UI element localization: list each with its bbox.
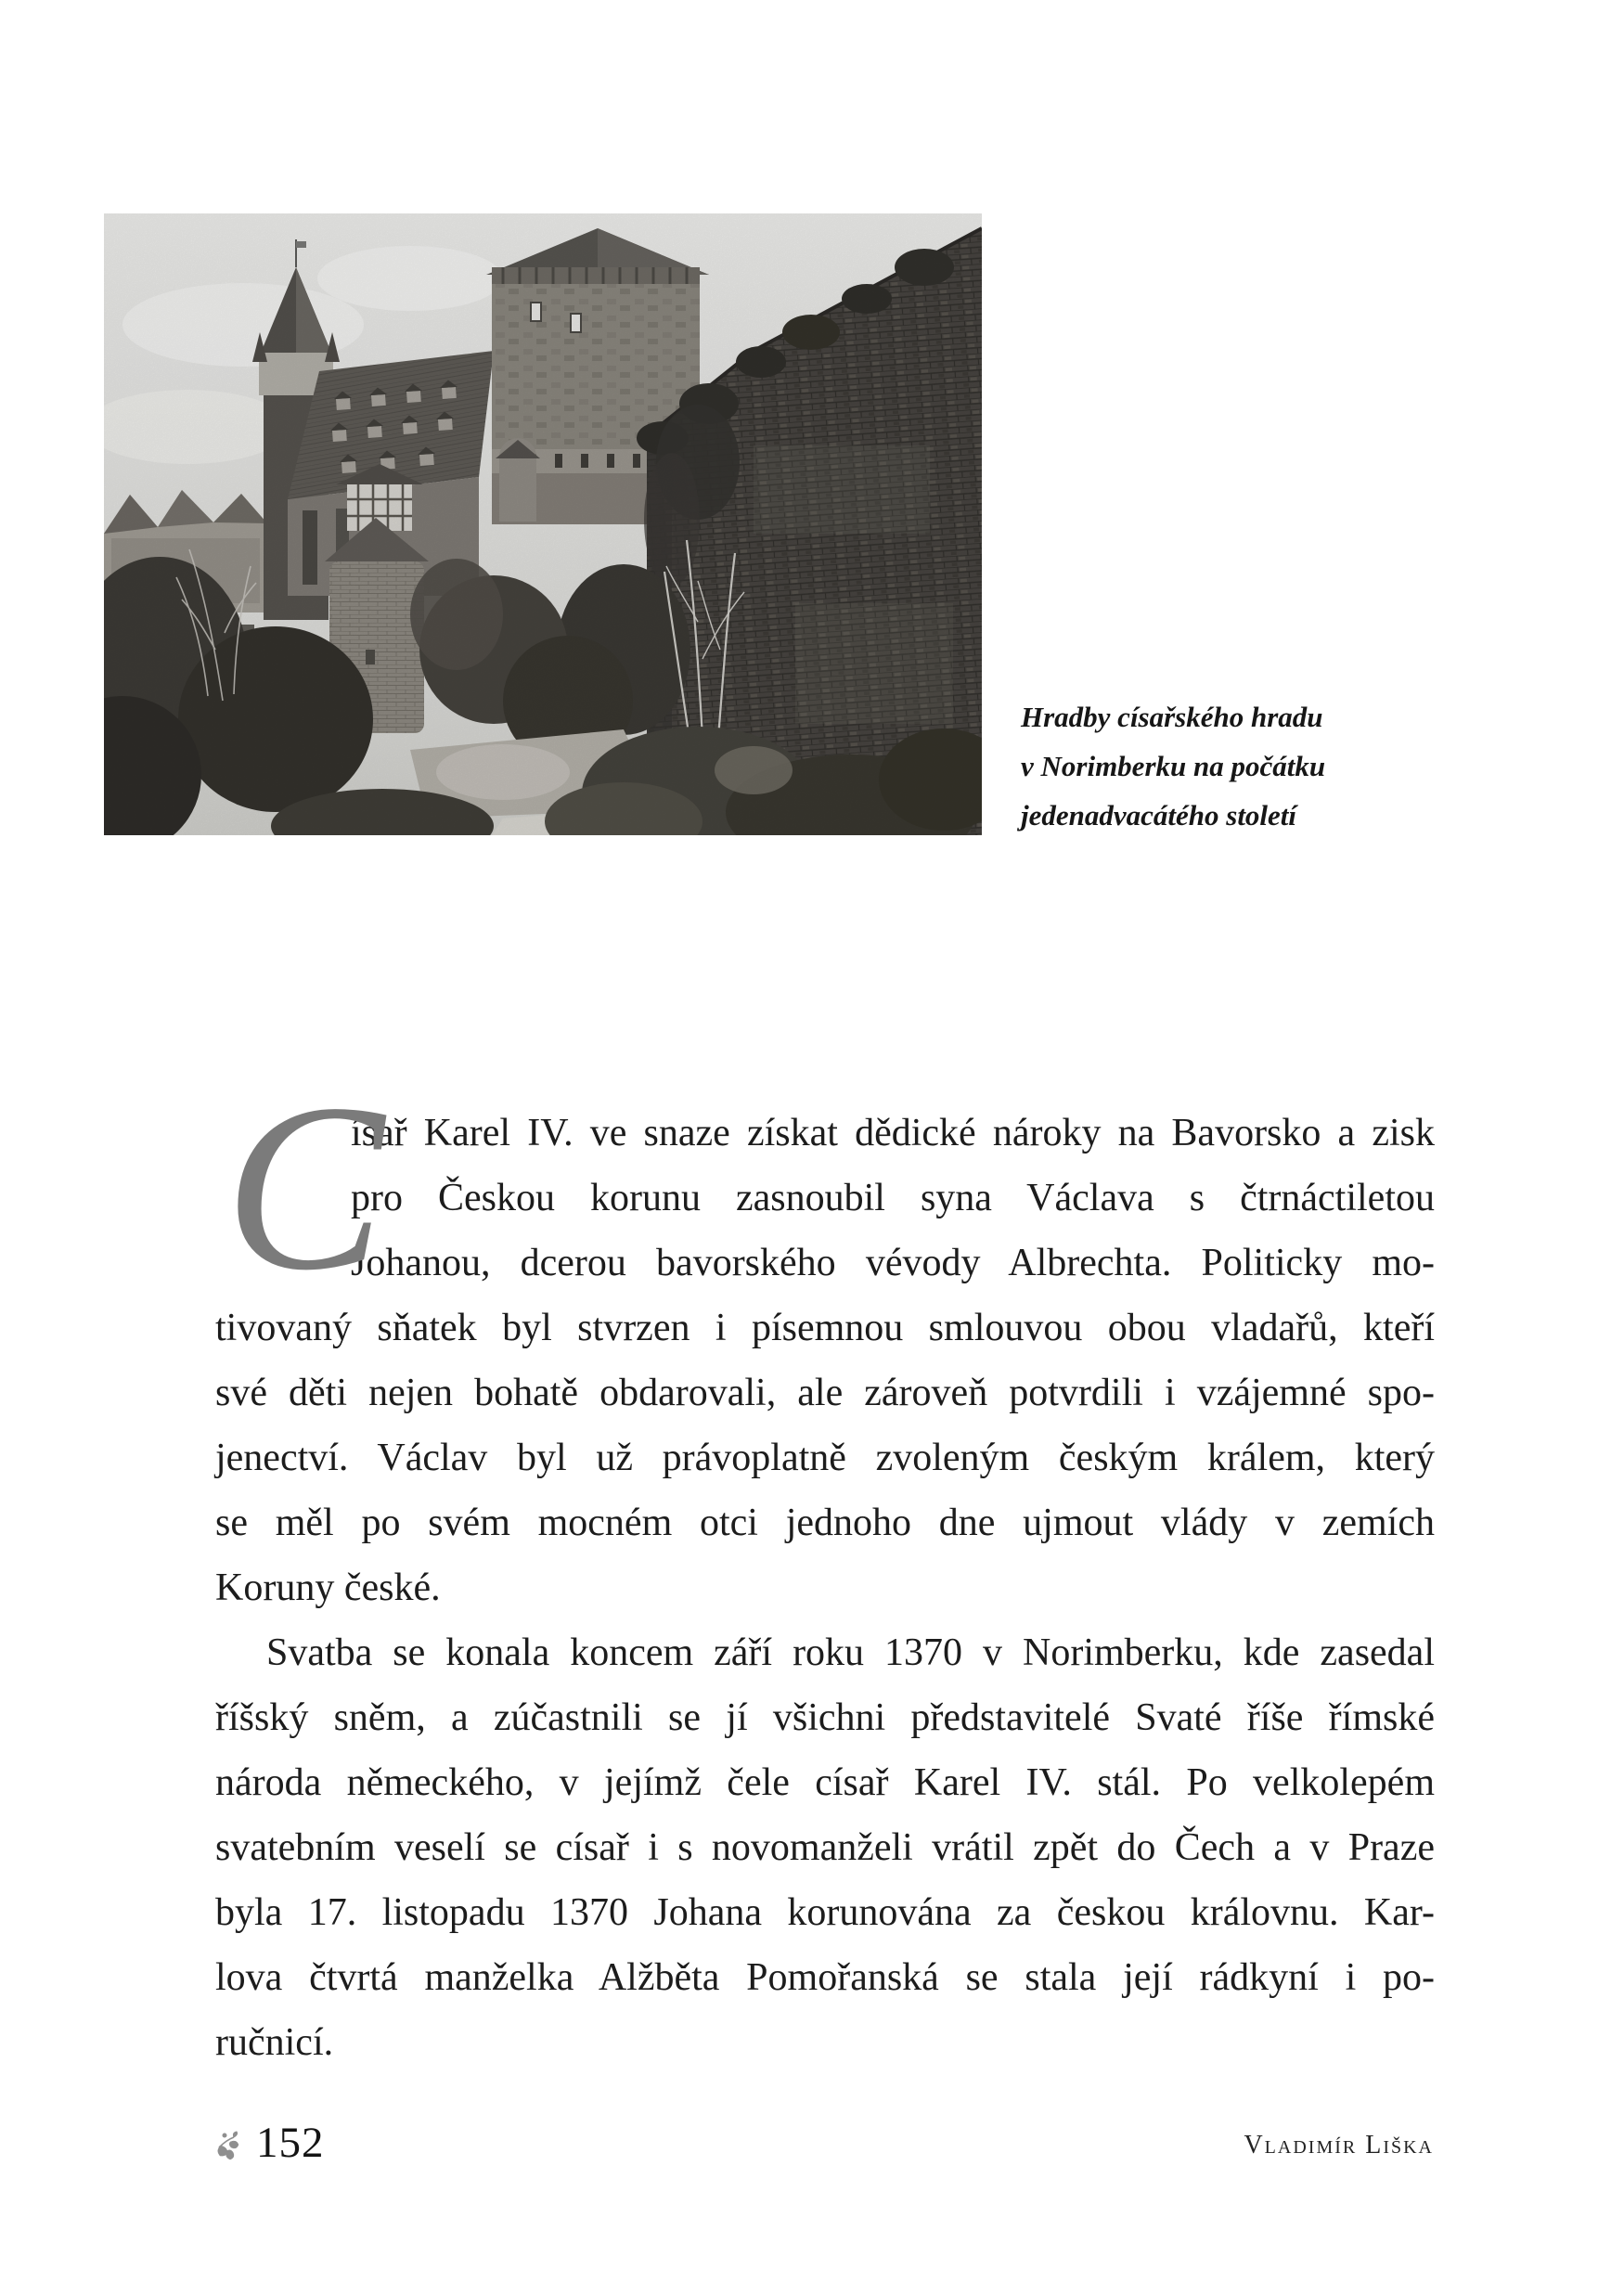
body-line: tivovaný sňatek byl stvrzen i písemnou smlouvou obou vladařů, kteří	[215, 1307, 1435, 1349]
body-line: národa německého, v jejímž čele císař Karel IV. stál. Po velkolepém	[215, 1761, 1435, 1804]
body-line: jenectví. Václav byl už právoplatně zvoleným českým králem, který	[215, 1437, 1435, 1479]
photo-caption-line: v Norimberku na počátku	[1021, 750, 1326, 782]
body-text	[215, 1054, 1435, 2075]
castle-photo-illustration	[104, 213, 982, 835]
body-line: Svatba se konala koncem září roku 1370 v Norimberku, kde zasedal	[266, 1631, 1435, 1674]
photo-caption-line: Hradby císařského hradu	[1021, 701, 1323, 733]
body-line: ručnicí.	[215, 2021, 334, 2064]
body-line: lova čtvrtá manželka Alžběta Pomořanská se stala její rádkyní i po-	[215, 1956, 1435, 1999]
body-line: ísař Karel IV. ve snaze získat dědické nároky na Bavorsko a zisk	[351, 1112, 1435, 1154]
photo-caption	[1021, 692, 1448, 840]
body-line: pro Českou korunu zasnoubil syna Václava s čtrnáctiletou	[351, 1177, 1435, 1219]
footer-ornament-icon	[215, 2131, 240, 2160]
body-line: své děti nejen bohatě obdarovali, ale zároveň potvrdili i vzájemné spo-	[215, 1372, 1435, 1414]
photo-caption-line: jedenadvacátého století	[1021, 799, 1297, 832]
body-line: říšský sněm, a zúčastnili se jí všichni představitelé Svaté říše římské	[215, 1696, 1435, 1739]
body-line: Johanou, dcerou bavorského vévody Albrechta. Politicky mo-	[351, 1242, 1435, 1284]
castle-photo	[104, 213, 982, 835]
page-number: 152	[256, 2119, 325, 2167]
running-footer-author: Vladimír Liška	[1244, 2131, 1434, 2160]
body-line: Koruny české.	[215, 1566, 441, 1609]
drop-cap: C	[225, 1054, 385, 1320]
body-line: se měl po svém mocném otci jednoho dne ujmout vlády v zemích	[215, 1502, 1435, 1544]
body-line: svatebním veselí se císař i s novomanželi vrátil zpět do Čech a v Praze	[215, 1826, 1435, 1869]
body-line: byla 17. listopadu 1370 Johana korunována za českou královnu. Kar-	[215, 1891, 1435, 1934]
